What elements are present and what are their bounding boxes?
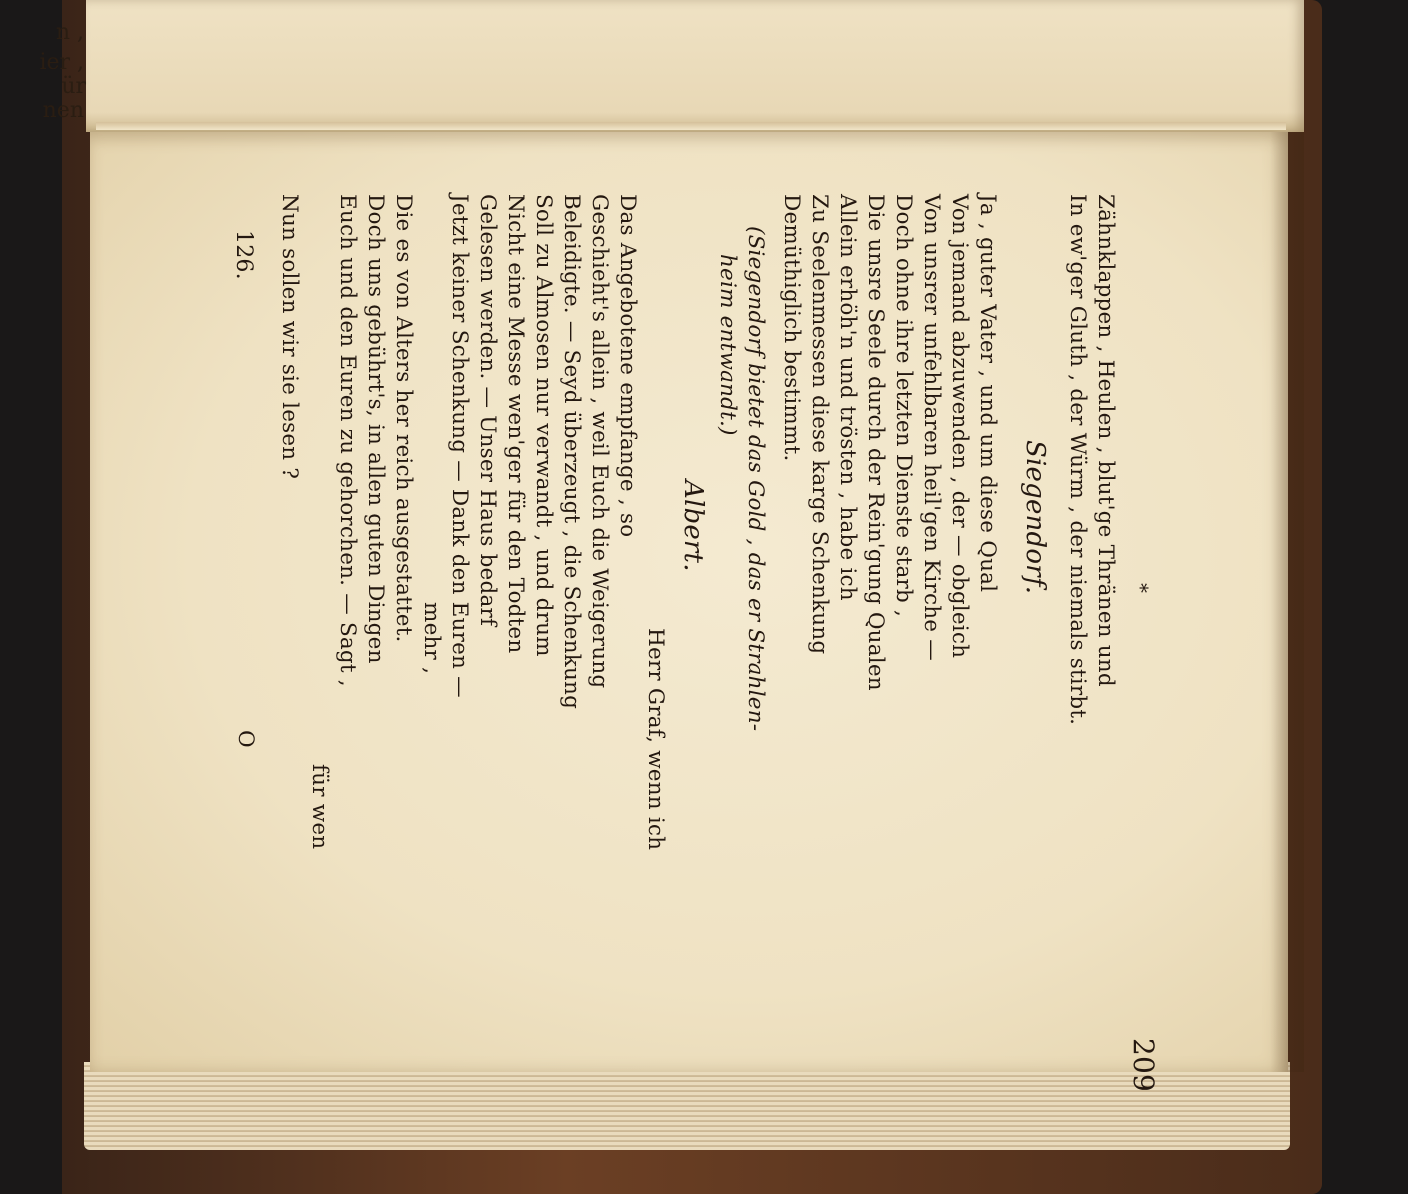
text-line: Nun sollen wir sie lesen ? [277, 194, 302, 480]
page-number: 209 [1127, 1038, 1160, 1093]
stage-direction: (Siegendorf bietet das Gold , das er Strahlen- [743, 226, 768, 732]
speaker-name: Siegendorf. [1020, 440, 1050, 595]
text-line: Euch und den Euren zu gehorchen. — Sagt , [335, 194, 360, 687]
text-line: Demüthiglich bestimmt. [779, 194, 804, 462]
text-line: für wen [307, 764, 332, 850]
catchword: O [233, 730, 258, 751]
text-line: Doch ohne ihre letzten Dienste starb , [891, 194, 916, 617]
text-line: mehr , [419, 602, 444, 675]
speaker-name: Albert. [678, 480, 708, 572]
signature-mark: 126. [231, 230, 256, 280]
facing-page [86, 0, 1304, 132]
text-line: Von jemand abzuwenden , der — obgleich [947, 194, 972, 659]
text-line: Herr Graf, wenn ich [643, 628, 668, 851]
left-fragment: ier , [39, 50, 84, 75]
left-fragment: ür [61, 74, 86, 99]
text-line: Beleidigte. — Seyd überzeugt , die Schenkung [559, 194, 584, 710]
text-line: Von unsrer unfehlbaren heil'gen Kirche — [919, 194, 944, 661]
facing-page-edge [96, 122, 1286, 130]
text-line: Nicht eine Messe wen'ger für den Todten [503, 194, 528, 654]
text-line: Geschieht's allein , weil Euch die Weigerung [587, 194, 612, 689]
text-line: Ja , guter Vater , und um diese Qual [975, 194, 1000, 593]
page-text [196, 178, 1160, 1128]
printer-mark: * [1129, 583, 1153, 594]
text-line: Zähnklappen , Heulen , blut'ge Thränen und [1093, 194, 1118, 687]
text-line: Gelesen werden. — Unser Haus bedarf [475, 194, 500, 627]
text-line: Soll zu Almosen nur verwandt , und drum [531, 194, 556, 657]
text-line: Allein erhöh'n und trösten , habe ich [835, 194, 860, 601]
left-fragment: nen [42, 98, 84, 123]
text-line: Die es von Alters her reich ausgestattet. [391, 194, 416, 643]
text-line: Zu Seelenmessen diese karge Schenkung [807, 194, 832, 655]
left-page-fragments [0, 0, 90, 132]
text-line: In ew'ger Gluth , der Würm , der niemals stirbt. [1065, 194, 1090, 726]
text-line: Das Angebotene empfange , so [615, 194, 640, 538]
left-fragment: n , [55, 20, 84, 45]
stage-direction: heim entwandt.) [715, 254, 740, 436]
text-line: Jetzt keiner Schenkung — Dank den Euren — [447, 194, 472, 698]
text-line: Die unsre Seele durch der Rein'gung Qualen [863, 194, 888, 691]
text-line: Doch uns gebührt's, in allen guten Dingen [363, 194, 388, 664]
gutter-shadow [1270, 132, 1304, 1072]
